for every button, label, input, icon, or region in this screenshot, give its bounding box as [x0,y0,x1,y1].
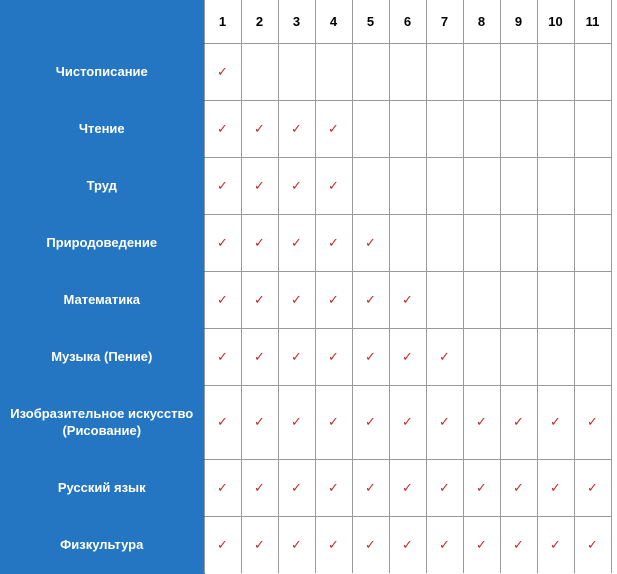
table-row [0,516,611,573]
empty-cell [500,100,537,157]
check-icon: ✓ [278,459,315,516]
empty-cell [537,100,574,157]
check-icon: ✓ [204,328,241,385]
check-icon: ✓ [500,459,537,516]
grade-header-3: 3 [278,0,315,43]
check-icon: ✓ [278,157,315,214]
subject-label: Русский язык [0,459,204,516]
empty-cell [537,43,574,100]
check-icon: ✓ [500,516,537,573]
grade-header-6: 6 [389,0,426,43]
empty-cell [389,43,426,100]
check-icon: ✓ [204,271,241,328]
check-icon: ✓ [241,271,278,328]
check-icon: ✓ [315,459,352,516]
check-icon: ✓ [352,214,389,271]
subject-label: Изобразительное искусство (Рисование) [0,385,204,459]
check-icon: ✓ [204,214,241,271]
check-icon: ✓ [426,385,463,459]
empty-cell [426,214,463,271]
empty-cell [537,271,574,328]
table-row [0,214,611,271]
check-icon: ✓ [389,328,426,385]
check-icon: ✓ [500,385,537,459]
empty-cell [389,100,426,157]
check-icon: ✓ [352,328,389,385]
check-icon: ✓ [315,157,352,214]
check-icon: ✓ [352,271,389,328]
grade-header-10: 10 [537,0,574,43]
check-icon: ✓ [204,100,241,157]
check-icon: ✓ [426,459,463,516]
empty-cell [574,271,611,328]
table-row [0,100,611,157]
empty-cell [352,100,389,157]
check-icon: ✓ [278,214,315,271]
subject-label: Математика [0,271,204,328]
table-row [0,385,611,459]
check-icon: ✓ [315,214,352,271]
check-icon: ✓ [463,459,500,516]
check-icon: ✓ [574,459,611,516]
check-icon: ✓ [241,516,278,573]
empty-cell [241,43,278,100]
subject-label: Труд [0,157,204,214]
empty-cell [463,43,500,100]
empty-cell [315,43,352,100]
empty-cell [389,214,426,271]
check-icon: ✓ [463,385,500,459]
grade-header-9: 9 [500,0,537,43]
grade-header-4: 4 [315,0,352,43]
check-icon: ✓ [389,271,426,328]
check-icon: ✓ [426,516,463,573]
empty-cell [537,214,574,271]
check-icon: ✓ [315,328,352,385]
table-body [0,43,611,573]
empty-cell [463,214,500,271]
table-row [0,157,611,214]
subject-label: Чтение [0,100,204,157]
check-icon: ✓ [537,459,574,516]
empty-cell [574,157,611,214]
check-icon: ✓ [278,516,315,573]
check-icon: ✓ [315,100,352,157]
empty-cell [574,100,611,157]
empty-cell [574,328,611,385]
check-icon: ✓ [537,516,574,573]
check-icon: ✓ [241,385,278,459]
empty-cell [500,157,537,214]
grade-header-2: 2 [241,0,278,43]
empty-cell [463,271,500,328]
empty-cell [463,157,500,214]
empty-cell [574,43,611,100]
empty-cell [389,157,426,214]
check-icon: ✓ [278,328,315,385]
empty-cell [426,43,463,100]
check-icon: ✓ [278,100,315,157]
check-icon: ✓ [389,385,426,459]
subject-label: Чистописание [0,43,204,100]
subject-label: Музыка (Пение) [0,328,204,385]
check-icon: ✓ [204,516,241,573]
check-icon: ✓ [204,43,241,100]
check-icon: ✓ [352,516,389,573]
check-icon: ✓ [537,385,574,459]
empty-cell [500,214,537,271]
subject-label: Физкультура [0,516,204,573]
grade-header-1: 1 [204,0,241,43]
empty-cell [463,328,500,385]
empty-cell [574,214,611,271]
empty-cell [352,43,389,100]
empty-cell [537,157,574,214]
grade-header-5: 5 [352,0,389,43]
empty-cell [352,157,389,214]
check-icon: ✓ [204,157,241,214]
grade-header-7: 7 [426,0,463,43]
check-icon: ✓ [278,385,315,459]
check-icon: ✓ [241,328,278,385]
table-row [0,328,611,385]
check-icon: ✓ [241,157,278,214]
check-icon: ✓ [426,328,463,385]
subject-label: Природоведение [0,214,204,271]
check-icon: ✓ [389,516,426,573]
check-icon: ✓ [389,459,426,516]
check-icon: ✓ [241,214,278,271]
grade-header-11: 11 [574,0,611,43]
empty-cell [278,43,315,100]
check-icon: ✓ [204,385,241,459]
check-icon: ✓ [315,516,352,573]
empty-cell [463,100,500,157]
check-icon: ✓ [463,516,500,573]
check-icon: ✓ [352,459,389,516]
empty-cell [426,100,463,157]
check-icon: ✓ [278,271,315,328]
header-row [0,0,611,43]
empty-cell [537,328,574,385]
check-icon: ✓ [241,459,278,516]
empty-cell [426,271,463,328]
empty-cell [500,328,537,385]
table-row [0,459,611,516]
table-row [0,271,611,328]
empty-cell [500,43,537,100]
check-icon: ✓ [241,100,278,157]
table-row [0,43,611,100]
empty-cell [426,157,463,214]
check-icon: ✓ [574,385,611,459]
check-icon: ✓ [315,385,352,459]
check-icon: ✓ [204,459,241,516]
empty-cell [500,271,537,328]
grade-header-8: 8 [463,0,500,43]
check-icon: ✓ [352,385,389,459]
check-icon: ✓ [315,271,352,328]
check-icon: ✓ [574,516,611,573]
corner-cell [0,0,204,43]
